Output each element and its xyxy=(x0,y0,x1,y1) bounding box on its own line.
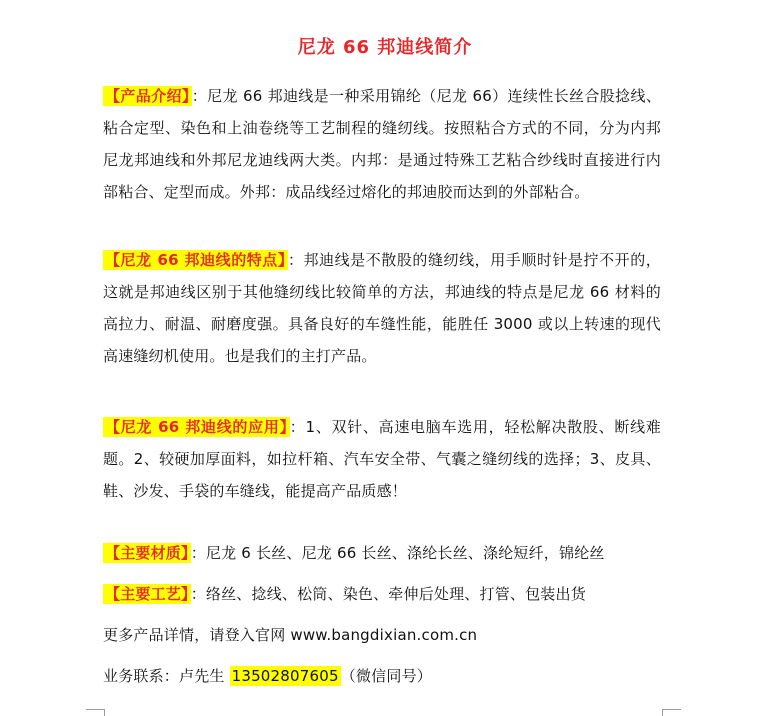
section-process xyxy=(103,578,661,610)
section-materials xyxy=(103,537,661,569)
contact-prefix: 业务联系：卢先生 xyxy=(103,667,230,685)
page-corner-mark-left xyxy=(86,709,105,716)
section-applications xyxy=(103,411,661,507)
page-corner-mark-right xyxy=(662,709,681,716)
contact-line xyxy=(103,660,661,692)
section-text: ：1、双针、高速电脑车选用，轻松解决散股、断线难题。2、较硬加厚面料，如拉杆箱、汽车安全带、气囊之缝纫线的选择；3、皮具、鞋、沙发、手袋的车缝线，能提高产品质感！ xyxy=(103,418,661,500)
more-info-line: 更多产品详情，请登入官网 www.bangdixian.com.cn xyxy=(103,626,478,644)
section-label: 【主要材质】 xyxy=(105,544,189,562)
section-text: ：邦迪线是不散股的缝纫线，用手顺时针是拧不开的，这就是邦迪线区别于其他缝纫线比较简单的方法，邦迪线的特点是尼龙 66 材料的高拉力、耐温、耐磨度强。具备良好的车缝性能，能胜任 3000 或以上转速的现代高速缝纫机使用。也是我们的主打产品。 xyxy=(103,251,661,365)
document-title: 尼龙 66 邦迪线简介 xyxy=(297,37,473,58)
section-label: 【主要工艺】 xyxy=(105,585,189,603)
contact-phone: 13502807605 xyxy=(231,667,339,685)
section-label: 【尼龙 66 邦迪线的特点】 xyxy=(105,251,286,269)
section-text: ：尼龙 66 邦迪线是一种采用锦纶（尼龙 66）连续性长丝合股捻线、粘合定型、染色和上油卷绕等工艺制程的缝纫线。按照粘合方式的不同，分为内邦尼龙邦迪线和外邦尼龙迪线两大类。内邦：是通过特殊工艺粘合纱线时直接进行内部粘合、定型而成。外邦：成品线经过熔化的邦迪胶而达到的外部粘合。 xyxy=(103,87,662,201)
section-label: 【尼龙 66 邦迪线的应用】 xyxy=(105,418,288,436)
contact-suffix: （微信同号） xyxy=(340,667,432,685)
section-text: ：络丝、捻线、松筒、染色、牵伸后处理、打管、包装出货 xyxy=(190,585,586,603)
section-product-intro xyxy=(103,80,661,208)
section-text: ：尼龙 6 长丝、尼龙 66 长丝、涤纶长丝、涤纶短纤，锦纶丝 xyxy=(190,544,605,562)
section-features xyxy=(103,244,661,372)
section-label: 【产品介绍】 xyxy=(105,87,190,105)
